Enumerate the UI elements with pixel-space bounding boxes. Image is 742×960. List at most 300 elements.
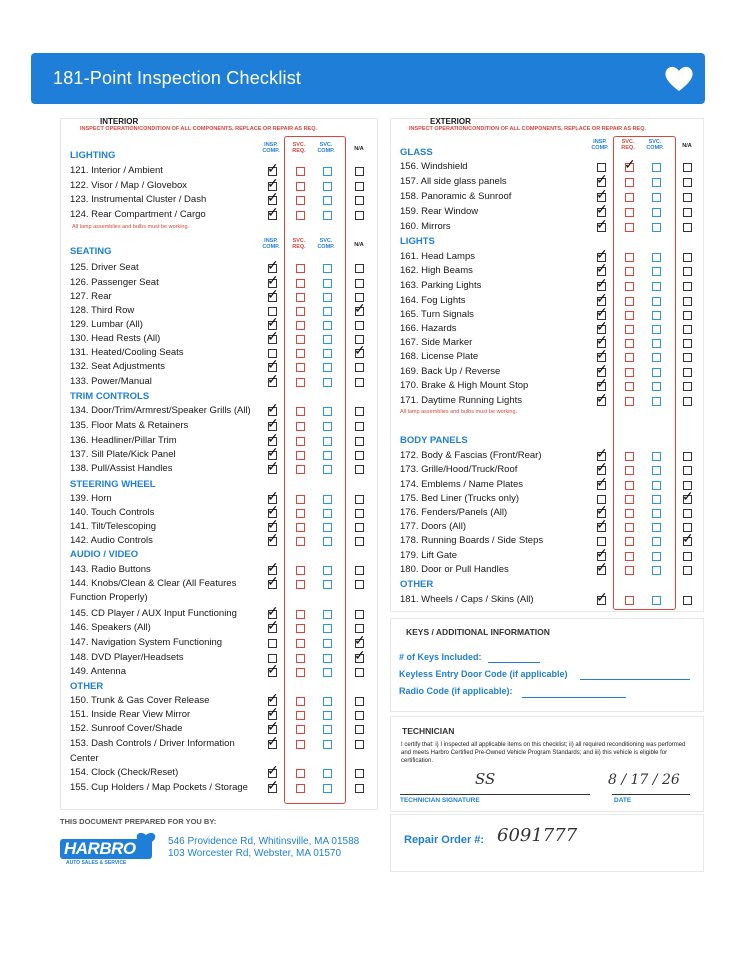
interior-svc-checkbox[interactable] (296, 422, 305, 431)
check-mark-icon: ✓ (596, 304, 608, 320)
exterior-item: 174. Emblems / Name Plates (400, 479, 524, 490)
interior-svc-checkbox[interactable] (296, 654, 305, 663)
interior-svc-checkbox[interactable] (296, 523, 305, 532)
exterior-na-checkbox[interactable] (683, 267, 692, 276)
interior-svcc-checkbox[interactable] (323, 740, 332, 749)
interior-svcc-checkbox[interactable] (323, 279, 332, 288)
radio-label: Radio Code (if applicable): (399, 686, 513, 696)
exterior-item: 177. Doors (All) (400, 521, 466, 532)
exterior-section-other: OTHER (400, 579, 434, 590)
interior-section-steering-wheel: STEERING WHEEL (70, 479, 156, 490)
interior-item: 125. Driver Seat (70, 262, 139, 273)
check-mark-icon: ✓ (267, 718, 279, 734)
exterior-na-checkbox[interactable] (683, 208, 692, 217)
check-mark-icon: ✓ (596, 318, 608, 334)
interior-svcc-checkbox[interactable] (323, 523, 332, 532)
exterior-svc-checkbox[interactable] (625, 452, 634, 461)
interior-item: 140. Touch Controls (70, 507, 155, 518)
interior-na-checkbox[interactable] (355, 321, 364, 330)
check-mark-icon: ✓ (267, 573, 279, 589)
exterior-na-checkbox[interactable] (683, 452, 692, 461)
interior-svcc-checkbox[interactable] (323, 321, 332, 330)
exterior-na-checkbox[interactable] (683, 253, 692, 262)
exterior-item: 169. Back Up / Reverse (400, 366, 501, 377)
interior-svc-frame (284, 136, 346, 804)
exterior-svcc-checkbox[interactable] (652, 537, 661, 546)
interior-svcc-checkbox[interactable] (323, 725, 332, 734)
exterior-svc-checkbox[interactable] (625, 297, 634, 306)
interior-svc-checkbox[interactable] (296, 335, 305, 344)
interior-svc-checkbox[interactable] (296, 378, 305, 387)
interior-svc-checkbox[interactable] (296, 639, 305, 648)
check-mark-icon: ✓ (596, 361, 608, 377)
check-mark-icon: ✓ (267, 160, 279, 176)
interior-insp-checkbox[interactable] (268, 639, 277, 648)
exterior-svc-checkbox[interactable] (625, 509, 634, 518)
exterior-svcc-checkbox[interactable] (652, 509, 661, 518)
check-mark-icon: ✓ (596, 332, 608, 348)
check-mark-icon: ✓ (267, 516, 279, 532)
exterior-svcc-checkbox[interactable] (652, 163, 661, 172)
check-mark-icon: ✓ (267, 371, 279, 387)
interior-svcc-checkbox[interactable] (323, 784, 332, 793)
exterior-na-checkbox[interactable] (683, 397, 692, 406)
interior-svc-checkbox[interactable] (296, 610, 305, 619)
harbro-logo (58, 831, 160, 869)
exterior-svc-checkbox[interactable] (625, 537, 634, 546)
exterior-svcc-checkbox[interactable] (652, 596, 661, 605)
interior-svcc-checkbox[interactable] (323, 465, 332, 474)
exterior-item: 164. Fog Lights (400, 295, 466, 306)
interior-na-checkbox[interactable] (355, 784, 364, 793)
exterior-svc-checkbox[interactable] (625, 382, 634, 391)
exterior-svc-checkbox[interactable] (625, 178, 634, 187)
interior-svcc-checkbox[interactable] (323, 349, 332, 358)
interior-svc-checkbox[interactable] (296, 307, 305, 316)
interior-svc-checkbox[interactable] (296, 407, 305, 416)
interior-svc-checkbox[interactable] (296, 211, 305, 220)
interior-svc-checkbox[interactable] (296, 668, 305, 677)
check-mark-icon: ✓ (267, 704, 279, 720)
num-keys-label: # of Keys Included: (399, 652, 482, 662)
exterior-svcc-checkbox[interactable] (652, 208, 661, 217)
interior-svcc-checkbox[interactable] (323, 293, 332, 302)
interior-svc-checkbox[interactable] (296, 769, 305, 778)
exterior-section-lights: LIGHTS (400, 236, 435, 247)
exterior-item: 163. Parking Lights (400, 280, 482, 291)
check-mark-icon: ✓ (596, 459, 608, 475)
exterior-svcc-checkbox[interactable] (652, 552, 661, 561)
exterior-svcc-checkbox[interactable] (652, 253, 661, 262)
check-mark-icon: ✓ (596, 186, 608, 202)
exterior-na-checkbox[interactable] (683, 311, 692, 320)
exterior-na-checkbox[interactable] (683, 193, 692, 202)
interior-na-checkbox[interactable] (355, 509, 364, 518)
exterior-na-checkbox[interactable] (683, 466, 692, 475)
exterior-svcc-checkbox[interactable] (652, 382, 661, 391)
date-value: 8 / 17 / 26 (608, 772, 680, 788)
interior-svcc-checkbox[interactable] (323, 264, 332, 273)
interior-svcc-checkbox[interactable] (323, 668, 332, 677)
check-mark-icon: ✓ (596, 171, 608, 187)
interior-svc-checkbox[interactable] (296, 196, 305, 205)
interior-na-checkbox[interactable] (355, 566, 364, 575)
exterior-svcc-checkbox[interactable] (652, 523, 661, 532)
interior-svcc-checkbox[interactable] (323, 378, 332, 387)
interior-item: 137. Sill Plate/Kick Panel (70, 449, 176, 460)
interior-svcc-checkbox[interactable] (323, 610, 332, 619)
interior-svc-checkbox[interactable] (296, 321, 305, 330)
interior-item: 151. Inside Rear View Mirror (70, 709, 191, 720)
exterior-na-checkbox[interactable] (683, 178, 692, 187)
exterior-svc-checkbox[interactable] (625, 566, 634, 575)
check-mark-icon: ✓ (267, 356, 279, 372)
exterior-na-checkbox[interactable] (683, 509, 692, 518)
interior-0-col-insp: INSP. COMP. (262, 142, 280, 154)
signature-line[interactable] (400, 794, 590, 795)
exterior-item: 172. Body & Fascias (Front/Rear) (400, 450, 542, 461)
exterior-title: EXTERIOR (430, 117, 471, 126)
exterior-svc-checkbox[interactable] (625, 193, 634, 202)
interior-item: 155. Cup Holders / Map Pockets / Storage (70, 782, 248, 793)
check-mark-icon: ✓ (596, 375, 608, 391)
check-mark-icon: ✓ (267, 617, 279, 633)
interior-svc-checkbox[interactable] (296, 363, 305, 372)
interior-na-checkbox[interactable] (355, 211, 364, 220)
interior-na-checkbox[interactable] (355, 363, 364, 372)
exterior-svc-checkbox[interactable] (625, 311, 634, 320)
logo-subtext: AUTO SALES & SERVICE (66, 860, 127, 866)
exterior-item: 160. Mirrors (400, 221, 451, 232)
exterior-svc-checkbox[interactable] (625, 397, 634, 406)
exterior-item: 158. Panoramic & Sunroof (400, 191, 512, 202)
interior-svc-checkbox[interactable] (296, 495, 305, 504)
interior-item: 124. Rear Compartment / Cargo (70, 209, 206, 220)
interior-item: 145. CD Player / AUX Input Functioning (70, 608, 237, 619)
interior-svcc-checkbox[interactable] (323, 566, 332, 575)
interior-svc-checkbox[interactable] (296, 725, 305, 734)
exterior-item: 179. Lift Gate (400, 550, 458, 561)
check-mark-icon: ✓ (596, 216, 608, 232)
interior-na-checkbox[interactable] (355, 279, 364, 288)
interior-svc-checkbox[interactable] (296, 167, 305, 176)
check-mark-icon: ✓ (596, 390, 608, 406)
exterior-svc-checkbox[interactable] (625, 368, 634, 377)
interior-item: 129. Lumbar (All) (70, 319, 143, 330)
check-mark-icon: ✓ (267, 762, 279, 778)
exterior-svcc-checkbox[interactable] (652, 481, 661, 490)
address-2: 103 Worcester Rd, Webster, MA 01570 (168, 848, 342, 859)
interior-svc-checkbox[interactable] (296, 711, 305, 720)
interior-na-checkbox[interactable] (355, 740, 364, 749)
interior-item: 121. Interior / Ambient (70, 165, 163, 176)
exterior-svc-checkbox[interactable] (625, 466, 634, 475)
exterior-section-glass: GLASS (400, 147, 433, 158)
interior-item: 136. Headliner/Pillar Trim (70, 435, 177, 446)
address-1: 546 Providence Rd, Whitinsville, MA 01588 (168, 836, 360, 847)
exterior-svcc-checkbox[interactable] (652, 452, 661, 461)
exterior-na-checkbox[interactable] (683, 163, 692, 172)
interior-svc-checkbox[interactable] (296, 566, 305, 575)
keys-title: KEYS / ADDITIONAL INFORMATION (406, 627, 550, 637)
check-mark-icon: ✓ (596, 290, 608, 306)
interior-svcc-checkbox[interactable] (323, 624, 332, 633)
exterior-svc-checkbox[interactable] (625, 208, 634, 217)
exterior-item: 168. License Plate (400, 351, 479, 362)
exterior-item: 181. Wheels / Caps / Skins (All) (400, 594, 534, 605)
interior-na-checkbox[interactable] (355, 711, 364, 720)
exterior-item: 180. Door or Pull Handles (400, 564, 509, 575)
interior-svc-checkbox[interactable] (296, 437, 305, 446)
interior-svc-checkbox[interactable] (296, 580, 305, 589)
interior-svc-checkbox[interactable] (296, 182, 305, 191)
signature-label: TECHNICIAN SIGNATURE (400, 797, 480, 804)
exterior-svc-checkbox[interactable] (625, 339, 634, 348)
exterior-svc-checkbox[interactable] (625, 267, 634, 276)
check-mark-icon: ✓ (267, 661, 279, 677)
interior-na-checkbox[interactable] (355, 182, 364, 191)
interior-svc-checkbox[interactable] (296, 537, 305, 546)
num-keys-field[interactable] (488, 662, 540, 663)
interior-na-checkbox[interactable] (355, 264, 364, 273)
exterior-svc-checkbox[interactable] (625, 495, 634, 504)
exterior-na-checkbox[interactable] (683, 282, 692, 291)
check-mark-icon: ✓ (624, 156, 636, 172)
check-mark-icon: ✓ (596, 260, 608, 276)
interior-svcc-checkbox[interactable] (323, 451, 332, 460)
interior-svcc-checkbox[interactable] (323, 697, 332, 706)
check-mark-icon: ✓ (267, 257, 279, 273)
exterior-svcc-checkbox[interactable] (652, 339, 661, 348)
interior-svc-checkbox[interactable] (296, 740, 305, 749)
date-line[interactable] (612, 794, 690, 795)
exterior-svcc-checkbox[interactable] (652, 178, 661, 187)
exterior-na-checkbox[interactable] (683, 382, 692, 391)
interior-na-checkbox[interactable] (355, 725, 364, 734)
interior-na-checkbox[interactable] (355, 422, 364, 431)
exterior-na-checkbox[interactable] (683, 552, 692, 561)
interior-svcc-checkbox[interactable] (323, 182, 332, 191)
exterior-svc-checkbox[interactable] (625, 282, 634, 291)
exterior-svcc-checkbox[interactable] (652, 267, 661, 276)
header-banner (31, 53, 705, 104)
check-mark-icon: ✓ (596, 559, 608, 575)
exterior-0-col-svc-comp: SVC. COMP. (646, 139, 664, 151)
logo-text: HARBRO (64, 839, 136, 858)
interior-svc-checkbox[interactable] (296, 264, 305, 273)
exterior-svcc-checkbox[interactable] (652, 297, 661, 306)
interior-item: 147. Navigation System Functioning (70, 637, 223, 648)
check-mark-icon: ✓ (682, 530, 694, 546)
check-mark-icon: ✓ (596, 545, 608, 561)
interior-item: 152. Sunroof Cover/Shade (70, 723, 183, 734)
interior-section-lighting: LIGHTING (70, 150, 116, 161)
exterior-svc-checkbox[interactable] (625, 596, 634, 605)
interior-svcc-checkbox[interactable] (323, 407, 332, 416)
exterior-na-checkbox[interactable] (683, 368, 692, 377)
exterior-svc-checkbox[interactable] (625, 253, 634, 262)
interior-na-checkbox[interactable] (355, 451, 364, 460)
check-mark-icon: ✓ (354, 632, 366, 648)
interior-na-checkbox[interactable] (355, 495, 364, 504)
interior-0-col-na: N/A (354, 146, 364, 152)
interior-item: 134. Door/Trim/Armrest/Speaker Grills (All) (70, 405, 251, 416)
check-mark-icon: ✓ (267, 444, 279, 460)
interior-item: 153. Dash Controls / Driver Information (70, 738, 235, 749)
exterior-svc-checkbox[interactable] (625, 523, 634, 532)
exterior-item: 170. Brake & High Mount Stop (400, 380, 529, 391)
radio-field[interactable] (522, 697, 626, 698)
interior-na-checkbox[interactable] (355, 523, 364, 532)
interior-svcc-checkbox[interactable] (323, 211, 332, 220)
repair-order-label: Repair Order #: (404, 834, 485, 846)
interior-section-other: OTHER (70, 681, 104, 692)
interior-svc-checkbox[interactable] (296, 784, 305, 793)
exterior-svcc-checkbox[interactable] (652, 193, 661, 202)
exterior-svcc-checkbox[interactable] (652, 397, 661, 406)
exterior-svcc-checkbox[interactable] (652, 311, 661, 320)
check-mark-icon: ✓ (596, 474, 608, 490)
exterior-svcc-checkbox[interactable] (652, 495, 661, 504)
exterior-item: 171. Daytime Running Lights (400, 395, 522, 406)
technician-title: TECHNICIAN (402, 726, 455, 736)
interior-na-checkbox[interactable] (355, 610, 364, 619)
interior-svcc-checkbox[interactable] (323, 437, 332, 446)
check-mark-icon: ✓ (267, 603, 279, 619)
check-mark-icon: ✓ (596, 516, 608, 532)
exterior-na-checkbox[interactable] (683, 596, 692, 605)
interior-svcc-checkbox[interactable] (323, 495, 332, 504)
interior-svcc-checkbox[interactable] (323, 580, 332, 589)
certify-text: I certify that: i) I inspected all applicable items on this checklist; ii) all required reconditioning was performed and meets Harbro Certified Pre-Owned Vehicle Program Standards; and iii) this vehicle is eligible for certification. (401, 742, 686, 764)
interior-svcc-checkbox[interactable] (323, 422, 332, 431)
interior-item: 144. Knobs/Clean & Clear (All Features (70, 578, 237, 589)
interior-svcc-checkbox[interactable] (323, 307, 332, 316)
exterior-svc-checkbox[interactable] (625, 481, 634, 490)
interior-na-checkbox[interactable] (355, 537, 364, 546)
interior-item: 138. Pull/Assist Handles (70, 463, 173, 474)
check-mark-icon: ✓ (596, 589, 608, 605)
check-mark-icon: ✓ (267, 458, 279, 474)
exterior-na-checkbox[interactable] (683, 353, 692, 362)
check-mark-icon: ✓ (267, 415, 279, 431)
check-mark-icon: ✓ (267, 400, 279, 416)
interior-svc-checkbox[interactable] (296, 465, 305, 474)
exterior-na-checkbox[interactable] (683, 297, 692, 306)
check-mark-icon: ✓ (267, 328, 279, 344)
check-mark-icon: ✓ (267, 175, 279, 191)
interior-item: 143. Radio Buttons (70, 564, 151, 575)
interior-svcc-checkbox[interactable] (323, 196, 332, 205)
interior-svc-checkbox[interactable] (296, 451, 305, 460)
interior-svc-checkbox[interactable] (296, 279, 305, 288)
exterior-na-checkbox[interactable] (683, 566, 692, 575)
interior-na-checkbox[interactable] (355, 437, 364, 446)
interior-1-col-na: N/A (354, 242, 364, 248)
check-mark-icon: ✓ (596, 346, 608, 362)
exterior-svcc-checkbox[interactable] (652, 368, 661, 377)
interior-1-col-svc-req: SVC. REQ. (292, 238, 306, 250)
interior-item: 141. Tilt/Telescoping (70, 521, 157, 532)
interior-na-checkbox[interactable] (355, 167, 364, 176)
interior-item: 123. Instrumental Cluster / Dash (70, 194, 207, 205)
exterior-lights-note: All lamp assemblies and bulbs must be working. (400, 409, 518, 415)
interior-na-checkbox[interactable] (355, 407, 364, 416)
interior-item: 148. DVD Player/Headsets (70, 652, 184, 663)
interior-item: 139. Horn (70, 493, 112, 504)
exterior-svc-checkbox[interactable] (625, 223, 634, 232)
check-mark-icon: ✓ (354, 647, 366, 663)
check-mark-icon: ✓ (267, 502, 279, 518)
interior-na-checkbox[interactable] (355, 196, 364, 205)
check-mark-icon: ✓ (267, 559, 279, 575)
interior-svc-checkbox[interactable] (296, 697, 305, 706)
exterior-svc-checkbox[interactable] (625, 552, 634, 561)
exterior-0-col-insp: INSP. COMP. (591, 139, 609, 151)
interior-item: 131. Heated/Cooling Seats (70, 347, 184, 358)
interior-svcc-checkbox[interactable] (323, 711, 332, 720)
exterior-item: 165. Turn Signals (400, 309, 474, 320)
interior-item: 135. Floor Mats & Retainers (70, 420, 189, 431)
interior-svcc-checkbox[interactable] (323, 654, 332, 663)
exterior-item: 167. Side Marker (400, 337, 473, 348)
check-mark-icon: ✓ (267, 204, 279, 220)
interior-svcc-checkbox[interactable] (323, 167, 332, 176)
keyless-field[interactable] (580, 679, 690, 680)
interior-svc-checkbox[interactable] (296, 509, 305, 518)
exterior-svc-frame (613, 136, 676, 610)
exterior-svcc-checkbox[interactable] (652, 353, 661, 362)
interior-svcc-checkbox[interactable] (323, 639, 332, 648)
interior-na-checkbox[interactable] (355, 465, 364, 474)
interior-na-checkbox[interactable] (355, 580, 364, 589)
exterior-na-checkbox[interactable] (683, 223, 692, 232)
interior-lighting-note: All lamp assemblies and bulbs must be working. (72, 224, 190, 230)
check-mark-icon: ✓ (267, 733, 279, 749)
interior-svcc-checkbox[interactable] (323, 335, 332, 344)
interior-na-checkbox[interactable] (355, 668, 364, 677)
interior-item: 146. Speakers (All) (70, 622, 151, 633)
interior-svcc-checkbox[interactable] (323, 769, 332, 778)
interior-svcc-checkbox[interactable] (323, 537, 332, 546)
interior-na-checkbox[interactable] (355, 769, 364, 778)
exterior-0-col-svc-req: SVC. REQ. (621, 139, 635, 151)
exterior-na-checkbox[interactable] (683, 325, 692, 334)
exterior-svcc-checkbox[interactable] (652, 223, 661, 232)
exterior-section-body-panels: BODY PANELS (400, 435, 468, 446)
exterior-svc-checkbox[interactable] (625, 325, 634, 334)
exterior-item: 162. High Beams (400, 265, 473, 276)
interior-na-checkbox[interactable] (355, 697, 364, 706)
check-mark-icon: ✓ (596, 275, 608, 291)
check-mark-icon: ✓ (267, 314, 279, 330)
check-mark-icon: ✓ (267, 777, 279, 793)
interior-svcc-checkbox[interactable] (323, 509, 332, 518)
interior-na-checkbox[interactable] (355, 378, 364, 387)
interior-svc-checkbox[interactable] (296, 349, 305, 358)
interior-svc-checkbox[interactable] (296, 624, 305, 633)
exterior-svcc-checkbox[interactable] (652, 566, 661, 575)
interior-svcc-checkbox[interactable] (323, 363, 332, 372)
interior-0-col-svc-comp: SVC. COMP. (317, 142, 335, 154)
exterior-svcc-checkbox[interactable] (652, 466, 661, 475)
exterior-svc-checkbox[interactable] (625, 353, 634, 362)
interior-svc-checkbox[interactable] (296, 293, 305, 302)
interior-item: 127. Rear (70, 291, 112, 302)
exterior-svcc-checkbox[interactable] (652, 325, 661, 334)
exterior-na-checkbox[interactable] (683, 339, 692, 348)
exterior-svcc-checkbox[interactable] (652, 282, 661, 291)
